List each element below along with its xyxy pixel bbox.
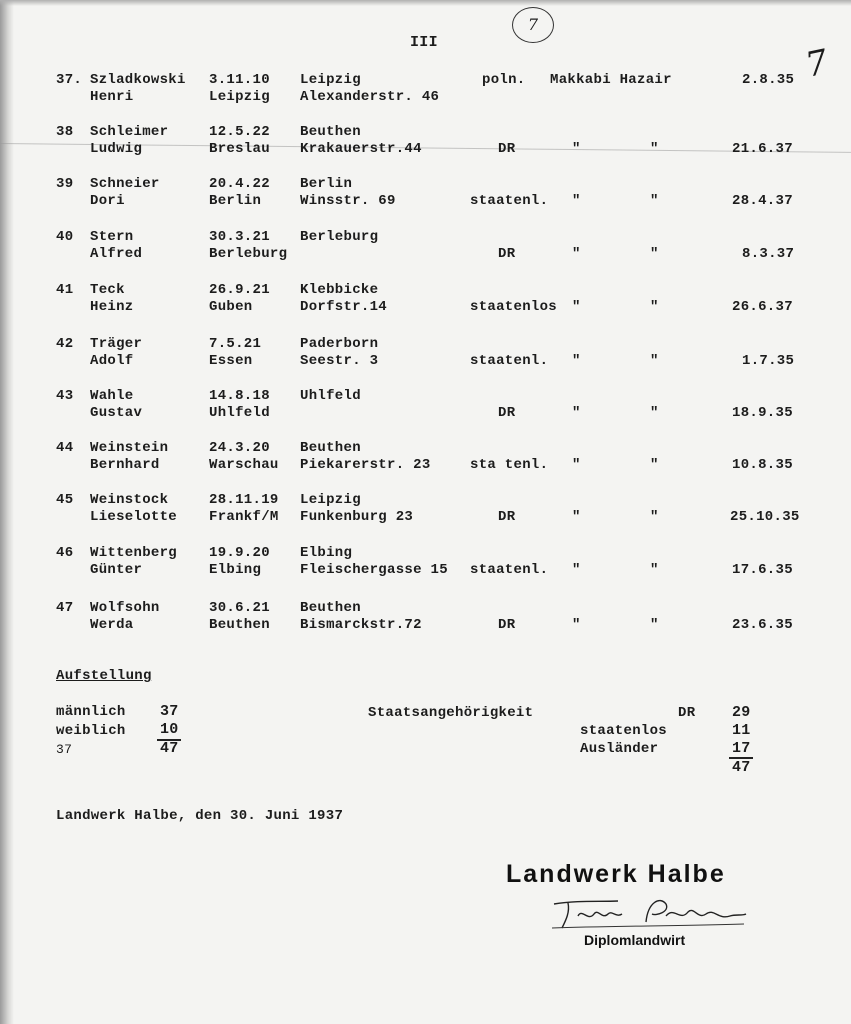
foreign-label: Ausländer [580,741,659,757]
entry-birth-date: 30.6.21 [209,600,270,616]
entry-organization-ditto: " [650,353,659,369]
dr-label: DR [678,705,696,721]
entry-birth-date: 24.3.20 [209,440,270,456]
entry-surname: Wolfsohn [90,600,160,616]
entry-date: 23.6.35 [732,617,793,633]
entry-nationality: staatenl. [470,193,549,209]
entry-organization: " [572,562,581,578]
entry-city: Leipzig [300,72,361,88]
entry-date: 17.6.35 [732,562,793,578]
entry-date: 8.3.37 [742,246,795,262]
entry-firstname: Lieselotte [90,509,178,525]
entry-nationality: staatenl. [470,353,549,369]
signatory-title: Diplomlandwirt [584,932,686,948]
entry-street: Winsstr. 69 [300,193,396,209]
entry-organization: Makkabi Hazair [550,72,672,88]
entry-street: Fleischergasse 15 [300,562,448,578]
male-value: 37 [160,703,179,720]
entry-city: Beuthen [300,600,361,616]
entry-surname: Teck [90,282,125,298]
entry-birth-date: 12.5.22 [209,124,270,140]
organization-stamp: Landwerk Halbe [506,860,726,888]
entry-number: 45 [56,492,74,508]
entry-organization-ditto: " [650,405,659,421]
entry-date: 2.8.35 [742,72,795,88]
entry-date: 21.6.37 [732,141,793,157]
male-label: männlich [56,704,126,720]
entry-surname: Schneier [90,176,160,192]
entry-nationality: staatenlos [470,299,558,315]
entry-nationality: DR [498,141,516,157]
stateless-label: staatenlos [580,723,668,739]
entry-surname: Schleimer [90,124,169,140]
entry-birth-date: 14.8.18 [209,388,270,404]
entry-street: Piekarerstr. 23 [300,457,431,473]
entry-firstname: Günter [90,562,143,578]
summary-heading: Aufstellung [56,668,152,684]
entry-organization-ditto: " [650,299,659,315]
entry-number: 46 [56,545,74,561]
entry-organization-ditto: " [650,457,659,473]
entry-organization-ditto: " [650,509,659,525]
entry-organization-ditto: " [650,141,659,157]
entry-birth-date: 7.5.21 [209,336,262,352]
entry-number: 38 [56,124,74,140]
entry-date: 28.4.37 [732,193,793,209]
entry-firstname: Henri [90,89,134,105]
entry-organization: " [572,617,581,633]
entry-nationality: DR [498,405,516,421]
entry-birth-place: Uhlfeld [209,405,270,421]
entry-city: Leipzig [300,492,361,508]
entry-firstname: Ludwig [90,141,143,157]
entry-birth-date: 30.3.21 [209,229,270,245]
entry-date: 10.8.35 [732,457,793,473]
entry-number: 47 [56,600,74,616]
entry-nationality: DR [498,246,516,262]
dr-value: 29 [732,704,751,721]
entry-date: 25.10.35 [730,509,800,525]
entry-birth-date: 26.9.21 [209,282,270,298]
entry-organization-ditto: " [650,617,659,633]
signature-image [548,892,748,936]
female-label: weiblich [56,723,126,739]
entry-city: Beuthen [300,124,361,140]
circled-page-number: 7 [512,7,554,43]
page-number: III [410,34,438,51]
entry-birth-place: Frankf/M [209,509,279,525]
entry-number: 41 [56,282,74,298]
entry-number: 44 [56,440,74,456]
entry-number: 37. [56,72,83,88]
entry-street: Alexanderstr. 46 [300,89,440,105]
entry-organization-ditto: " [650,246,659,262]
scan-edge-shadow [0,0,14,1024]
entry-birth-date: 19.9.20 [209,545,270,561]
entry-organization: " [572,141,581,157]
entry-nationality: staatenl. [470,562,549,578]
entry-surname: Träger [90,336,143,352]
entry-birth-place: Beuthen [209,617,270,633]
entry-organization-ditto: " [650,562,659,578]
entry-surname: Stern [90,229,134,245]
entry-city: Elbing [300,545,353,561]
entry-organization: " [572,246,581,262]
entry-number: 43 [56,388,74,404]
entry-firstname: Bernhard [90,457,160,473]
entry-number: 40 [56,229,74,245]
place-date: Landwerk Halbe, den 30. Juni 1937 [56,808,344,824]
entry-city: Berleburg [300,229,379,245]
total-value: 47 [160,740,179,757]
entry-surname: Weinstock [90,492,169,508]
entry-birth-place: Leipzig [209,89,270,105]
entry-organization: " [572,353,581,369]
entry-street: Seestr. 3 [300,353,379,369]
scan-top-shadow [0,0,851,6]
entry-organization: " [572,509,581,525]
entry-organization: " [572,405,581,421]
entry-street: Krakauerstr.44 [300,141,422,157]
entry-city: Paderborn [300,336,379,352]
entry-date: 18.9.35 [732,405,793,421]
grand-total: 47 [732,759,751,776]
entry-organization: " [572,299,581,315]
entry-firstname: Adolf [90,353,134,369]
entry-surname: Weinstein [90,440,169,456]
entry-firstname: Alfred [90,246,143,262]
entry-street: Funkenburg 23 [300,509,414,525]
stateless-value: 11 [732,722,751,739]
entry-street: Dorfstr.14 [300,299,388,315]
entry-city: Uhlfeld [300,388,361,404]
entry-surname: Wittenberg [90,545,178,561]
entry-firstname: Heinz [90,299,134,315]
entry-nationality: DR [498,617,516,633]
entry-birth-place: Berlin [209,193,262,209]
margin-note: 37 [56,742,73,757]
entry-city: Klebbicke [300,282,379,298]
entry-birth-place: Elbing [209,562,262,578]
entry-birth-place: Breslau [209,141,270,157]
entry-date: 1.7.35 [742,353,795,369]
entry-birth-place: Berleburg [209,246,288,262]
corner-page-number: 7 [802,42,832,86]
entry-birth-place: Essen [209,353,253,369]
entry-birth-date: 3.11.10 [209,72,270,88]
entry-date: 26.6.37 [732,299,793,315]
entry-birth-date: 20.4.22 [209,176,270,192]
entry-street: Bismarckstr.72 [300,617,422,633]
entry-birth-date: 28.11.19 [209,492,279,508]
entry-organization: " [572,193,581,209]
female-value: 10 [160,721,179,738]
entry-firstname: Dori [90,193,125,209]
entry-nationality: sta tenl. [470,457,549,473]
entry-firstname: Gustav [90,405,143,421]
entry-number: 39 [56,176,74,192]
entry-surname: Wahle [90,388,134,404]
nationality-label: Staatsangehörigkeit [368,705,534,721]
entry-birth-place: Guben [209,299,253,315]
entry-firstname: Werda [90,617,134,633]
entry-surname: Szladkowski [90,72,186,88]
entry-nationality: poln. [482,72,526,88]
entry-number: 42 [56,336,74,352]
entry-nationality: DR [498,509,516,525]
entry-city: Beuthen [300,440,361,456]
entry-organization-ditto: " [650,193,659,209]
entry-city: Berlin [300,176,353,192]
entry-organization: " [572,457,581,473]
foreign-value: 17 [732,740,751,757]
entry-birth-place: Warschau [209,457,279,473]
